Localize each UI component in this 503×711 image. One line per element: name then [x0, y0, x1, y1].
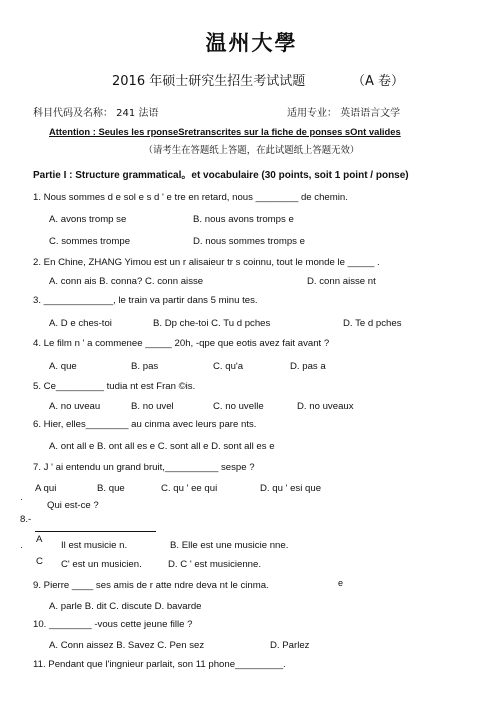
question-8-option-a: Il est musicie n. — [61, 540, 128, 551]
question-4-option-c: C. qu'a — [213, 361, 244, 372]
question-5-option-d: D. no uveaux — [297, 401, 354, 412]
question-2-option-d: D. conn aisse nt — [307, 276, 376, 287]
question-1-option-b: B. nous avons tromps e — [193, 214, 294, 225]
question-9-mark: e — [338, 578, 344, 588]
question-8-option-b: B. Elle est une musicie nne. — [170, 540, 289, 551]
question-8-option-c: C' est un musicien. — [61, 559, 142, 570]
question-10: 10. ________ -vous cette jeune fille ? — [33, 619, 193, 630]
question-8-option-a-letter: A — [36, 534, 43, 545]
question-7-option-c: C. qu ' ee qui — [161, 483, 218, 494]
question-5-option-c: C. no uvelle — [213, 401, 264, 412]
exam-year-title: 2016 年硕士研究生招生考试试题 — [112, 74, 306, 89]
subject-code: 科目代码及名称： 241 法语 — [33, 108, 159, 119]
question-8-number: 8.- — [20, 514, 32, 525]
question-10-option-d: D. Parlez — [270, 640, 310, 651]
question-6-options: A. ont all e B. ont all es e C. sont all e D. sont all es e — [49, 441, 275, 452]
question-3-options-bc: B. Dp che-toi C. Tu d pches — [153, 318, 271, 329]
paper-version: （A 卷） — [352, 74, 405, 89]
attention-notice: Attention : Seules les rponseSretranscrites sur la fiche de ponses sOnt valides — [49, 126, 401, 137]
question-8-dot-mark-2: · — [20, 542, 23, 552]
question-6: 6. Hier, elles________ au cinma avec leurs pare nts. — [33, 419, 257, 430]
question-8-option-c-letter: C — [36, 556, 43, 567]
question-5: 5. Ce_________ tudia nt est Fran ©is. — [33, 381, 196, 392]
question-7-option-b: B. que — [97, 483, 125, 494]
question-1-option-d: D. nous sommes tromps e — [193, 236, 305, 247]
question-5-option-b: B. no uvel — [131, 401, 174, 412]
question-9: 9. Pierre ____ ses amis de r atte ndre deva nt le cinma. — [33, 580, 269, 591]
question-3: 3. _____________, le train va partir dans 5 minu tes. — [33, 295, 258, 306]
question-4-option-a: A. que — [49, 361, 77, 372]
question-2: 2. En Chine, ZHANG Yimou est un r alisaieur tr s coinnu, tout le monde le _____ . — [33, 257, 380, 268]
part-title: Partie I : Structure grammatical。et vocabulaire (30 points, soit 1 point / ponse) — [33, 170, 409, 181]
question-4: 4. Le film n ' a commenee _____ 20h, -qpe que eotis avez fait avant ? — [33, 338, 330, 349]
exam-subtitle — [112, 70, 405, 89]
question-7: 7. J ' ai entendu un grand bruit,__________ sespe ? — [33, 462, 255, 473]
question-2-options-abc: A. conn ais B. conna? C. conn aisse — [49, 276, 204, 287]
question-8-option-d: D. C ' est musicienne. — [168, 559, 262, 570]
question-1-option-c: C. sommes trompe — [49, 236, 131, 247]
university-title: 温州大學 — [205, 31, 298, 55]
question-8-prompt: Qui est-ce ? — [47, 500, 99, 511]
question-8-dot-mark: · — [20, 494, 23, 504]
question-7-option-a: A qui — [35, 483, 57, 494]
question-1-option-a: A. avons tromp se — [49, 214, 127, 225]
question-3-option-d: D. Te d pches — [343, 318, 402, 329]
applicable-major: 适用专业： 英语语言文学 — [287, 108, 401, 119]
question-11: 11. Pendant que l'ingnieur parlait, son 11 phone_________. — [33, 659, 286, 670]
answer-sheet-note: （请考生在答题纸上答题，在此试题纸上答题无效） — [143, 145, 360, 156]
question-7-option-d: D. qu ' esi que — [260, 483, 322, 494]
question-9-options: A. parle B. dit C. discute D. bavarde — [49, 601, 202, 612]
question-5-option-a: A. no uveau — [49, 401, 101, 412]
question-4-option-b: B. pas — [131, 361, 159, 372]
question-8-answer-line — [35, 531, 156, 532]
question-4-option-d: D. pas a — [290, 361, 326, 372]
question-3-option-a: A. D e ches-toi — [49, 318, 112, 329]
question-1: 1. Nous sommes d e sol e s d ' e tre en retard, nous ________ de chemin. — [33, 192, 348, 203]
question-10-options-abc: A. Conn aissez B. Savez C. Pen sez — [49, 640, 205, 651]
